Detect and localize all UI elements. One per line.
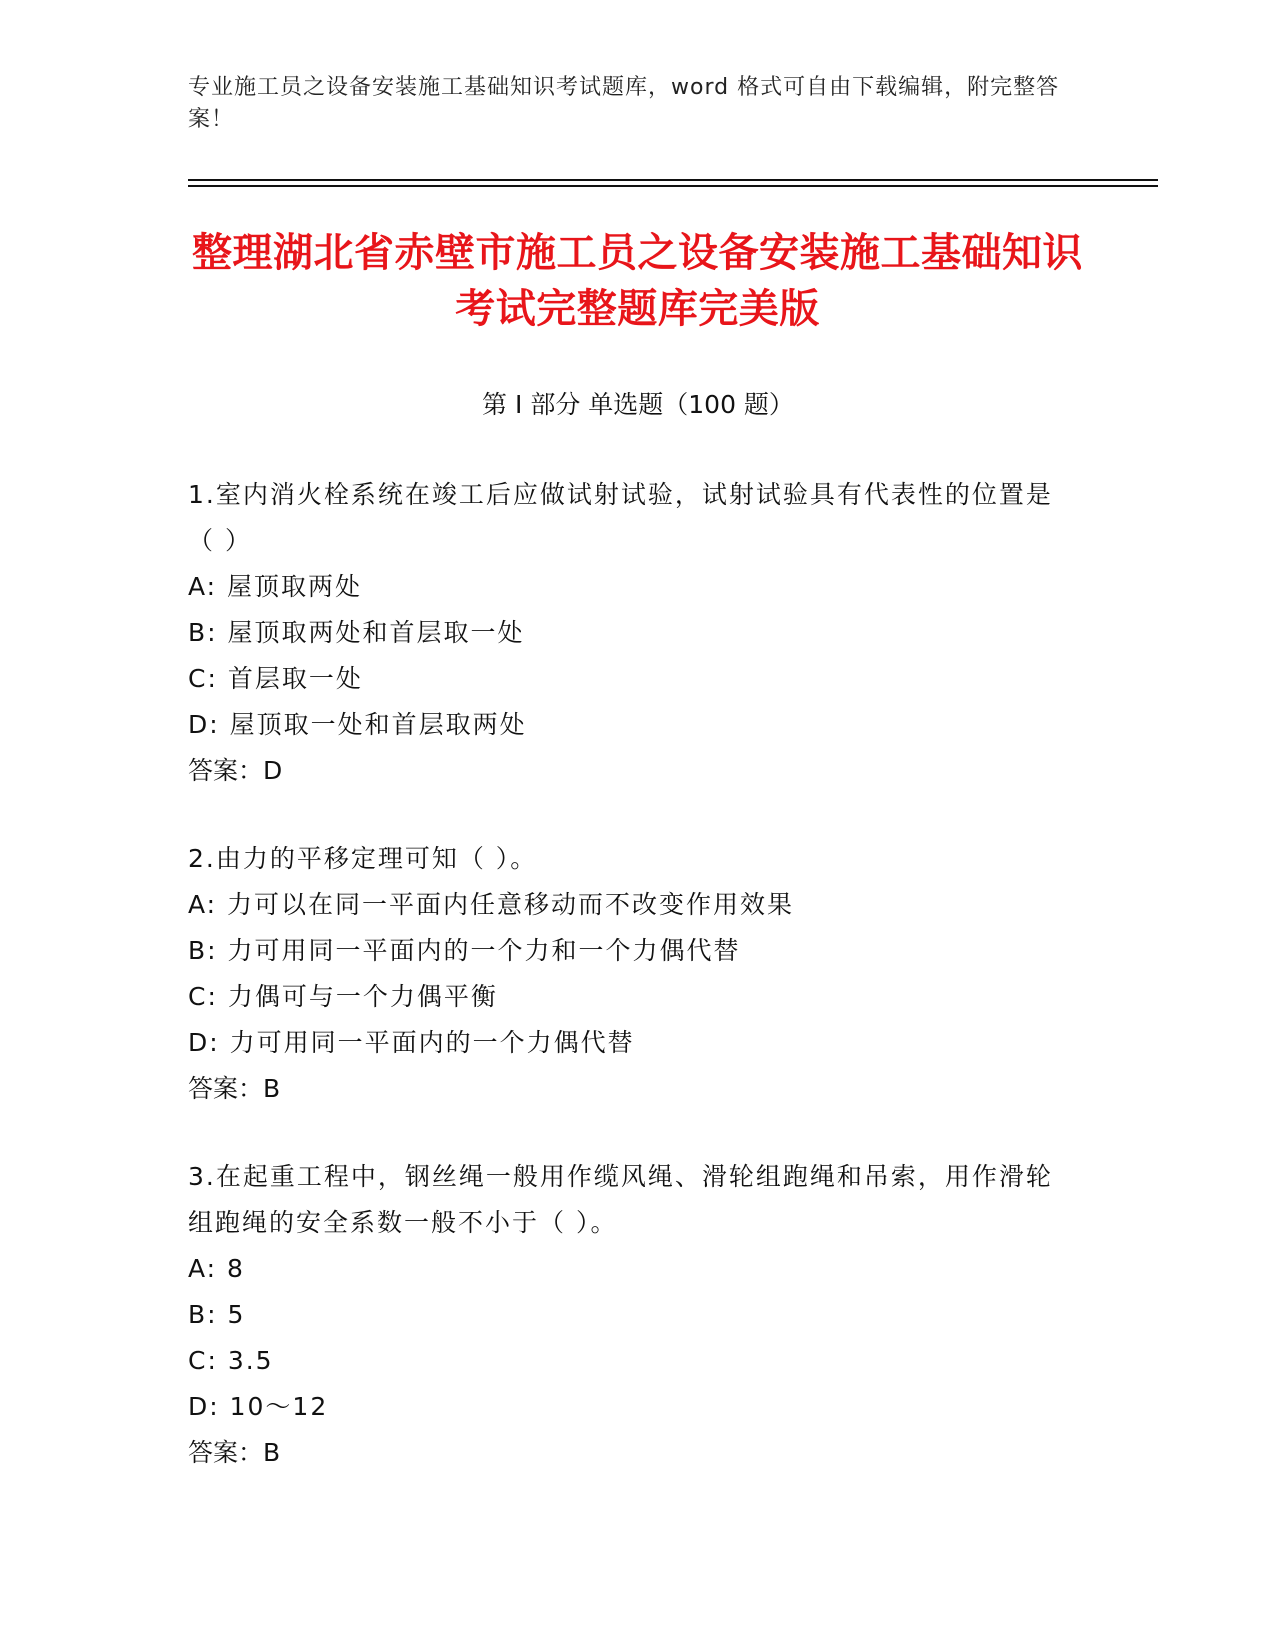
question-3 xyxy=(188,1154,1068,1476)
question-2 xyxy=(188,836,1068,1112)
question-1 xyxy=(188,472,1068,794)
question-stem: 3.在起重工程中，钢丝绳一般用作缆风绳、滑轮组跑绳和吊索，用作滑轮组跑绳的安全系数一般不小于（ ）。 xyxy=(188,1162,1053,1237)
option-d: D: 屋顶取一处和首层取两处 xyxy=(188,710,527,739)
answer-line: 答案：B xyxy=(188,1438,281,1467)
answer-line: 答案：D xyxy=(188,756,283,785)
option-a: A: 屋顶取两处 xyxy=(188,572,363,601)
question-list xyxy=(188,472,1068,1518)
question-stem: 1.室内消火栓系统在竣工后应做试射试验，试射试验具有代表性的位置是（ ） xyxy=(188,480,1053,555)
header-divider-top xyxy=(188,179,1158,181)
question-stem: 2.由力的平移定理可知（ ）。 xyxy=(188,844,538,873)
option-a: A: 8 xyxy=(188,1254,245,1283)
document-title: 整理湖北省赤壁市施工员之设备安装施工基础知识考试完整题库完美版 xyxy=(192,230,1083,332)
answer-line: 答案：B xyxy=(188,1074,281,1103)
option-d: D: 力可用同一平面内的一个力偶代替 xyxy=(188,1028,635,1057)
section-title: 第 I 部分 单选题（100 题） xyxy=(482,390,794,419)
option-c: C: 3.5 xyxy=(188,1346,274,1375)
option-c: C: 首层取一处 xyxy=(188,664,363,693)
option-d: D: 10～12 xyxy=(188,1392,329,1421)
option-c: C: 力偶可与一个力偶平衡 xyxy=(188,982,498,1011)
header-note: 专业施工员之设备安装施工基础知识考试题库，word 格式可自由下载编辑，附完整答案！ xyxy=(188,75,1060,132)
option-a: A: 力可以在同一平面内任意移动而不改变作用效果 xyxy=(188,890,795,919)
option-b: B: 5 xyxy=(188,1300,246,1329)
header-divider-bottom xyxy=(188,185,1158,187)
option-b: B: 力可用同一平面内的一个力和一个力偶代替 xyxy=(188,936,741,965)
option-b: B: 屋顶取两处和首层取一处 xyxy=(188,618,525,647)
